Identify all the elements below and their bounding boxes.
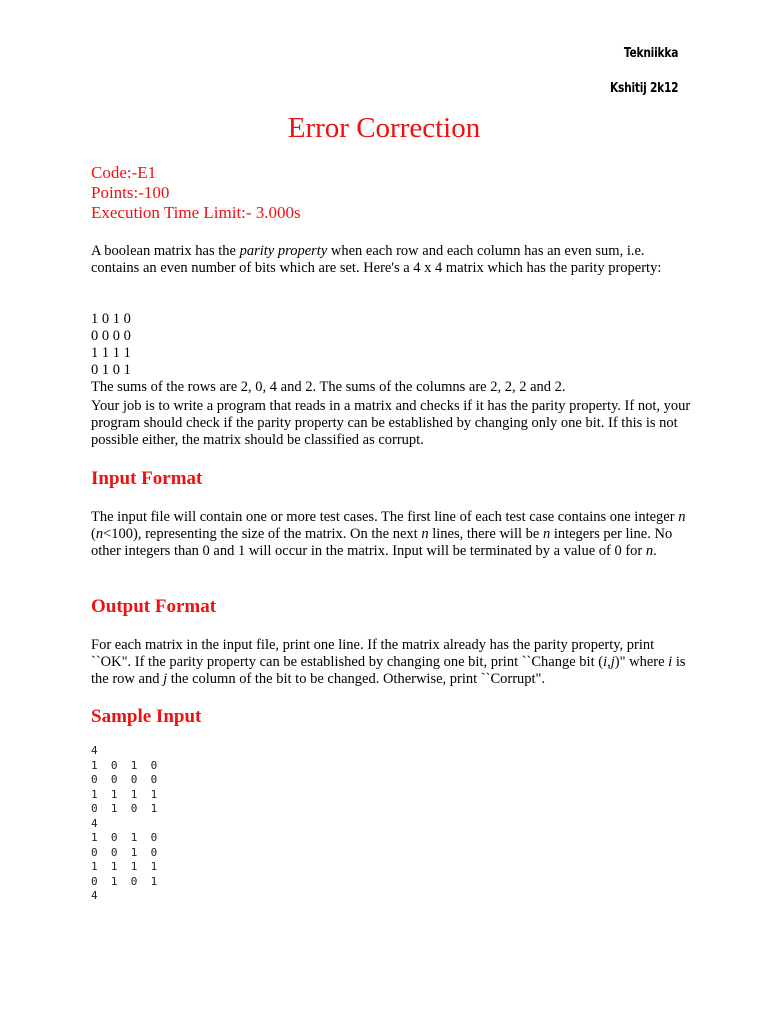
- problem-time-limit: Execution Time Limit:- 3.000s: [91, 203, 301, 222]
- header-kshitij: Kshitij 2k12: [609, 81, 678, 96]
- header-tekniikka: Tekniikka: [623, 46, 678, 61]
- matrix-row: 0 1 0 1: [91, 362, 131, 378]
- sample-line: 0 0 1 0: [91, 845, 158, 859]
- output-format-paragraph: For each matrix in the input file, print one line. If the matrix already has the parity property, print ``OK". If the parity property can be established by changing one bit, print ``Change bit (i,j)" where i is the row and j the column of the bit to be changed. Otherwise, print ``Corrupt".: [91, 637, 686, 687]
- matrix-row: 1 1 1 1: [91, 345, 131, 361]
- sums-text: The sums of the rows are 2, 0, 4 and 2. The sums of the columns are 2, 2, 2 and 2.: [91, 379, 566, 395]
- problem-code: Code:-E1: [91, 163, 157, 182]
- input-format-paragraph: The input file will contain one or more test cases. The first line of each test case contains one integer n (n<100), representing the size of the matrix. On the next n lines, there will be n integers per line. No other integers than 0 and 1 will occur in the matrix. Input will be terminated by a value of 0 for n.: [91, 509, 686, 559]
- problem-meta: [91, 163, 301, 223]
- sample-line: 0 1 0 1: [91, 802, 158, 815]
- matrix-row: 0 0 0 0: [91, 328, 131, 344]
- sample-line: 4: [91, 744, 98, 757]
- example-matrix: [91, 311, 131, 379]
- problem-points: Points:-100: [91, 183, 170, 202]
- page-title: Error Correction: [287, 112, 481, 144]
- output-format-heading: Output Format: [91, 596, 217, 617]
- sample-line: 4: [91, 889, 98, 902]
- sample-line: 0 1 0 1: [91, 874, 158, 888]
- sample-line: 0 0 0 0: [91, 773, 158, 786]
- sample-line: 1 1 1 1: [91, 860, 158, 873]
- sample-line: 1 0 1 0: [91, 831, 158, 844]
- sample-input-block: [91, 744, 157, 904]
- sample-line: 1 0 1 0: [91, 758, 158, 772]
- input-format-heading: Input Format: [91, 468, 203, 489]
- parity-property-term: parity property: [239, 243, 328, 259]
- task-paragraph: Your job is to write a program that reads in a matrix and checks if it has the parity property. If not, your program should check if the parity property can be established by changing only one bit. If this is not possible either, the matrix should be classified as corrupt.: [91, 398, 691, 448]
- sample-input-heading: Sample Input: [91, 706, 202, 727]
- matrix-row: 1 0 1 0: [91, 311, 131, 327]
- intro-paragraph: A boolean matrix has the parity property when each row and each column has an even sum, i.e. contains an even number of bits which are set. Here's a 4 x 4 matrix which has the parity property:: [91, 243, 662, 276]
- sample-line: 4: [91, 816, 98, 830]
- sample-line: 1 1 1 1: [91, 787, 158, 801]
